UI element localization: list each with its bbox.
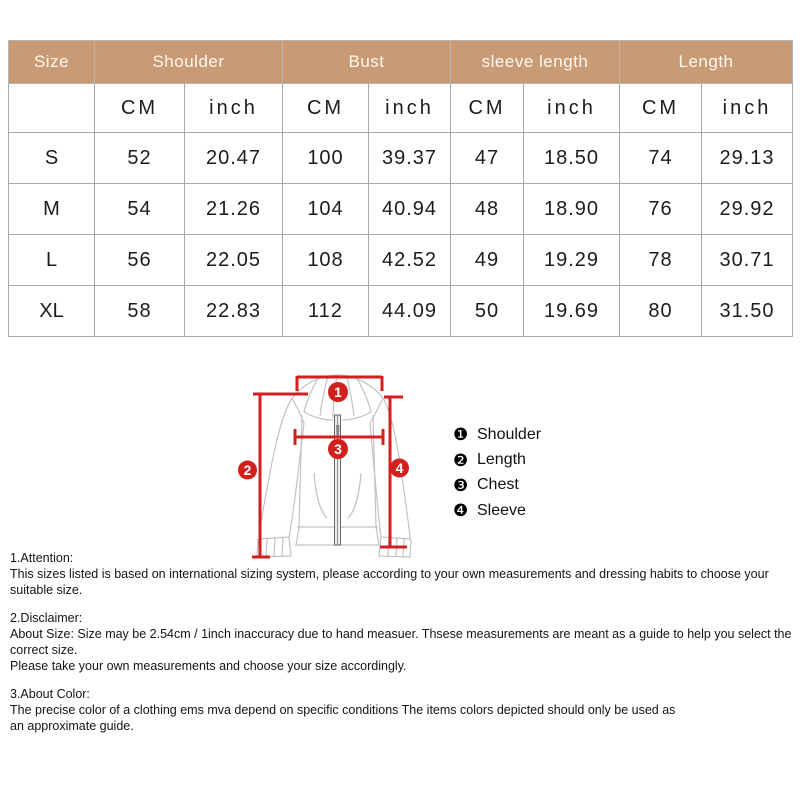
value-cell: 112 xyxy=(283,286,369,337)
note-text: This sizes listed is based on international sizing system, please according to your own measurements and dressing habits to choose your suitable size. xyxy=(10,567,769,597)
value-cell: 80 xyxy=(620,286,702,337)
value-cell: 19.29 xyxy=(524,235,620,286)
unit-cell: CM xyxy=(95,84,185,133)
value-cell: 78 xyxy=(620,235,702,286)
unit-cell: inch xyxy=(702,84,793,133)
note-heading-about-color: 3.About Color: xyxy=(10,687,90,701)
marker-number-3: 3 xyxy=(334,441,342,457)
value-cell: 100 xyxy=(283,133,369,184)
measurement-legend xyxy=(453,422,541,524)
value-cell: 22.83 xyxy=(185,286,283,337)
value-cell: 21.26 xyxy=(185,184,283,235)
value-cell: 56 xyxy=(95,235,185,286)
value-cell: 30.71 xyxy=(702,235,793,286)
table-row-m xyxy=(9,184,793,235)
value-cell: 44.09 xyxy=(369,286,451,337)
legend-item-sleeve xyxy=(453,498,541,523)
value-cell: 58 xyxy=(95,286,185,337)
size-label: M xyxy=(9,184,95,235)
unit-cell: CM xyxy=(620,84,702,133)
note-text: About Size: Size may be 2.54cm / 1inch inaccuracy due to hand measuer. Thsese measurements are meant as a guide to help you select the correct size. xyxy=(10,627,792,657)
col-header-shoulder: Shoulder xyxy=(95,41,283,84)
unit-cell-empty xyxy=(9,84,95,133)
jacket-measurement-diagram xyxy=(230,365,445,575)
note-text: The precise color of a clothing ems mva depend on specific conditions The items colors depicted should only be used as xyxy=(10,703,676,717)
legend-item-shoulder xyxy=(453,422,541,447)
legend-item-length xyxy=(453,447,541,472)
table-row-xl xyxy=(9,286,793,337)
unit-cell: inch xyxy=(524,84,620,133)
value-cell: 20.47 xyxy=(185,133,283,184)
value-cell: 49 xyxy=(451,235,524,286)
legend-label: Sleeve xyxy=(477,501,526,519)
value-cell: 29.13 xyxy=(702,133,793,184)
table-row-l xyxy=(9,235,793,286)
value-cell: 39.37 xyxy=(369,133,451,184)
table-header-row xyxy=(9,41,793,84)
value-cell: 76 xyxy=(620,184,702,235)
unit-cell: inch xyxy=(185,84,283,133)
legend-label: Chest xyxy=(477,476,519,494)
unit-cell: CM xyxy=(283,84,369,133)
value-cell: 54 xyxy=(95,184,185,235)
note-text: an approximate guide. xyxy=(10,719,134,733)
size-label: S xyxy=(9,133,95,184)
circled-1-icon: ❶ xyxy=(453,425,469,445)
col-header-sleeve-length: sleeve length xyxy=(451,41,620,84)
legend-label: Shoulder xyxy=(477,425,542,443)
value-cell: 104 xyxy=(283,184,369,235)
value-cell: 108 xyxy=(283,235,369,286)
size-table xyxy=(8,40,793,337)
legend-item-chest xyxy=(453,473,541,498)
circled-3-icon: ❸ xyxy=(453,475,469,495)
size-label: XL xyxy=(9,286,95,337)
col-header-length: Length xyxy=(620,41,793,84)
measurement-lines xyxy=(252,376,407,557)
marker-number-1: 1 xyxy=(334,384,342,400)
legend-label: Length xyxy=(477,451,526,469)
note-heading-disclaimer: 2.Disclaimer: xyxy=(10,611,83,625)
size-label: L xyxy=(9,235,95,286)
value-cell: 52 xyxy=(95,133,185,184)
value-cell: 18.50 xyxy=(524,133,620,184)
note-heading-attention: 1.Attention: xyxy=(10,551,74,565)
unit-cell: inch xyxy=(369,84,451,133)
value-cell: 19.69 xyxy=(524,286,620,337)
col-header-size: Size xyxy=(9,41,95,84)
value-cell: 42.52 xyxy=(369,235,451,286)
value-cell: 47 xyxy=(451,133,524,184)
zipper xyxy=(335,415,341,545)
value-cell: 40.94 xyxy=(369,184,451,235)
note-text: Please take your own measurements and choose your size accordingly. xyxy=(10,659,407,673)
circled-2-icon: ❷ xyxy=(453,450,469,470)
col-header-bust: Bust xyxy=(283,41,451,84)
unit-cell: CM xyxy=(451,84,524,133)
value-cell: 74 xyxy=(620,133,702,184)
value-cell: 29.92 xyxy=(702,184,793,235)
table-unit-row xyxy=(9,84,793,133)
circled-4-icon: ❹ xyxy=(453,501,469,521)
value-cell: 18.90 xyxy=(524,184,620,235)
value-cell: 48 xyxy=(451,184,524,235)
marker-number-4: 4 xyxy=(395,460,404,476)
value-cell: 22.05 xyxy=(185,235,283,286)
notes-section xyxy=(10,550,792,734)
value-cell: 50 xyxy=(451,286,524,337)
value-cell: 31.50 xyxy=(702,286,793,337)
table-row-s xyxy=(9,133,793,184)
marker-number-2: 2 xyxy=(243,462,252,478)
